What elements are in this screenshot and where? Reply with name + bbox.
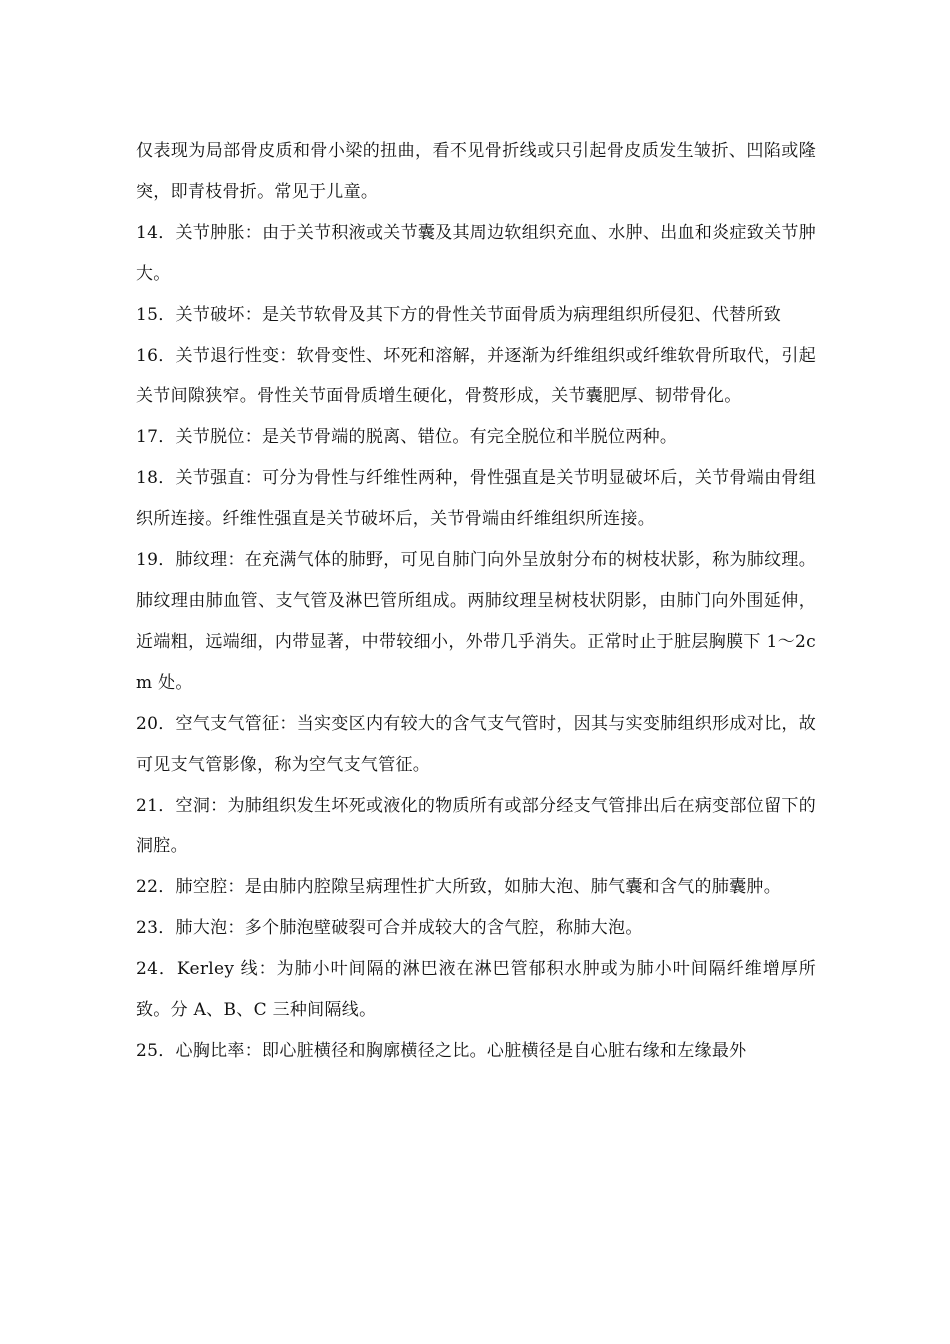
paragraph-item-15: 15．关节破坏：是关节软骨及其下方的骨性关节面骨质为病理组织所侵犯、代替所致 xyxy=(136,304,782,325)
document-page xyxy=(136,131,816,1072)
paragraph-item-25: 25．心胸比率：即心脏横径和胸廓横径之比。心脏横径是自心脏右缘和左缘最外 xyxy=(136,1040,747,1061)
paragraph-item-17: 17．关节脱位：是关节骨端的脱离、错位。有完全脱位和半脱位两种。 xyxy=(136,427,678,448)
paragraph-item-16: 16．关节退行性变：软骨变性、坏死和溶解，并逐渐为纤维组织或纤维软骨所取代，引起关节间隙狭窄。骨性关节面骨质增生硬化，骨赘形成，关节囊肥厚、韧带骨化。 xyxy=(136,345,816,407)
paragraph-item-20: 20．空气支气管征：当实变区内有较大的含气支气管时，因其与实变肺组织形成对比，故可见支气管影像，称为空气支气管征。 xyxy=(136,713,816,775)
paragraph-item-22: 22．肺空腔：是由肺内腔隙呈病理性扩大所致，如肺大泡、肺气囊和含气的肺囊肿。 xyxy=(136,877,782,898)
paragraph-item-19: 19．肺纹理：在充满气体的肺野，可见自肺门向外呈放射分布的树枝状影，称为肺纹理。肺纹理由肺血管、支气管及淋巴管所组成。两肺纹理呈树枝状阴影，由肺门向外围延伸，近端粗，远端细，内带显著，中带较细小，外带几乎消失。正常时止于脏层胸膜下 1～2cm 处。 xyxy=(136,550,816,693)
paragraph-item-24: 24．Kerley 线：为肺小叶间隔的淋巴液在淋巴管郁积水肿或为肺小叶间隔纤维增厚所致。分 A、B、C 三种间隔线。 xyxy=(136,959,816,1021)
paragraph-item-14: 14．关节肿胀：由于关节积液或关节囊及其周边软组织充血、水肿、出血和炎症致关节肿大。 xyxy=(136,222,816,284)
paragraph-item-18: 18．关节强直：可分为骨性与纤维性两种，骨性强直是关节明显破坏后，关节骨端由骨组织所连接。纤维性强直是关节破坏后，关节骨端由纤维组织所连接。 xyxy=(136,468,816,530)
paragraph-item-21: 21．空洞：为肺组织发生坏死或液化的物质所有或部分经支气管排出后在病变部位留下的洞腔。 xyxy=(136,795,816,857)
paragraph-greenstick-fracture-continued: 仅表现为局部骨皮质和骨小梁的扭曲，看不见骨折线或只引起骨皮质发生皱折、凹陷或隆突，即青枝骨折。常见于儿童。 xyxy=(136,141,816,202)
paragraph-item-23: 23．肺大泡：多个肺泡壁破裂可合并成较大的含气腔，称肺大泡。 xyxy=(136,918,643,939)
